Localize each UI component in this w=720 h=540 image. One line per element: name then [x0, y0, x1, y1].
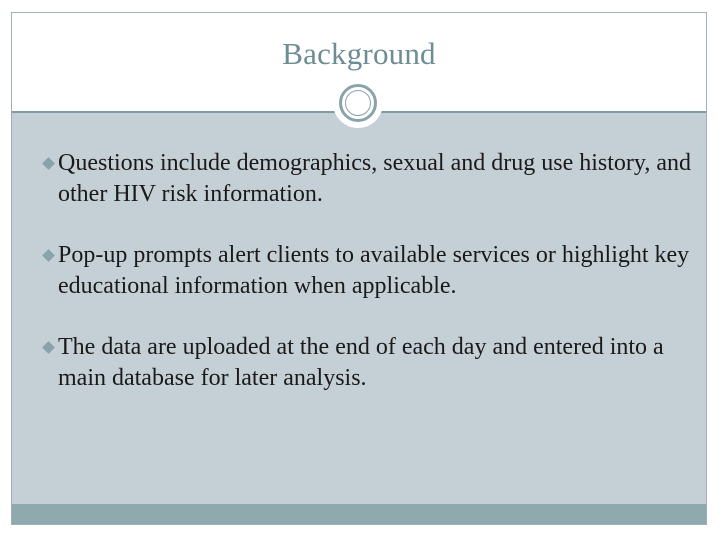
diamond-bullet-icon: [42, 249, 55, 262]
bullet-item: [44, 240, 694, 302]
slide-title: Background: [282, 36, 436, 71]
double-ring-icon: [333, 78, 383, 128]
bullet-list: [44, 148, 694, 424]
inner-ring: [345, 90, 371, 116]
bullet-item: [44, 148, 694, 210]
bullet-text: Pop-up prompts alert clients to available services or highlight key educational information when applicable.: [58, 242, 690, 299]
bullet-item: [44, 332, 694, 394]
diamond-bullet-icon: [42, 157, 55, 170]
diamond-bullet-icon: [42, 341, 55, 354]
bullet-text: The data are uploaded at the end of each day and entered into a main database for later analysis.: [58, 334, 664, 391]
bullet-text: Questions include demographics, sexual and drug use history, and other HIV risk information.: [58, 150, 691, 207]
